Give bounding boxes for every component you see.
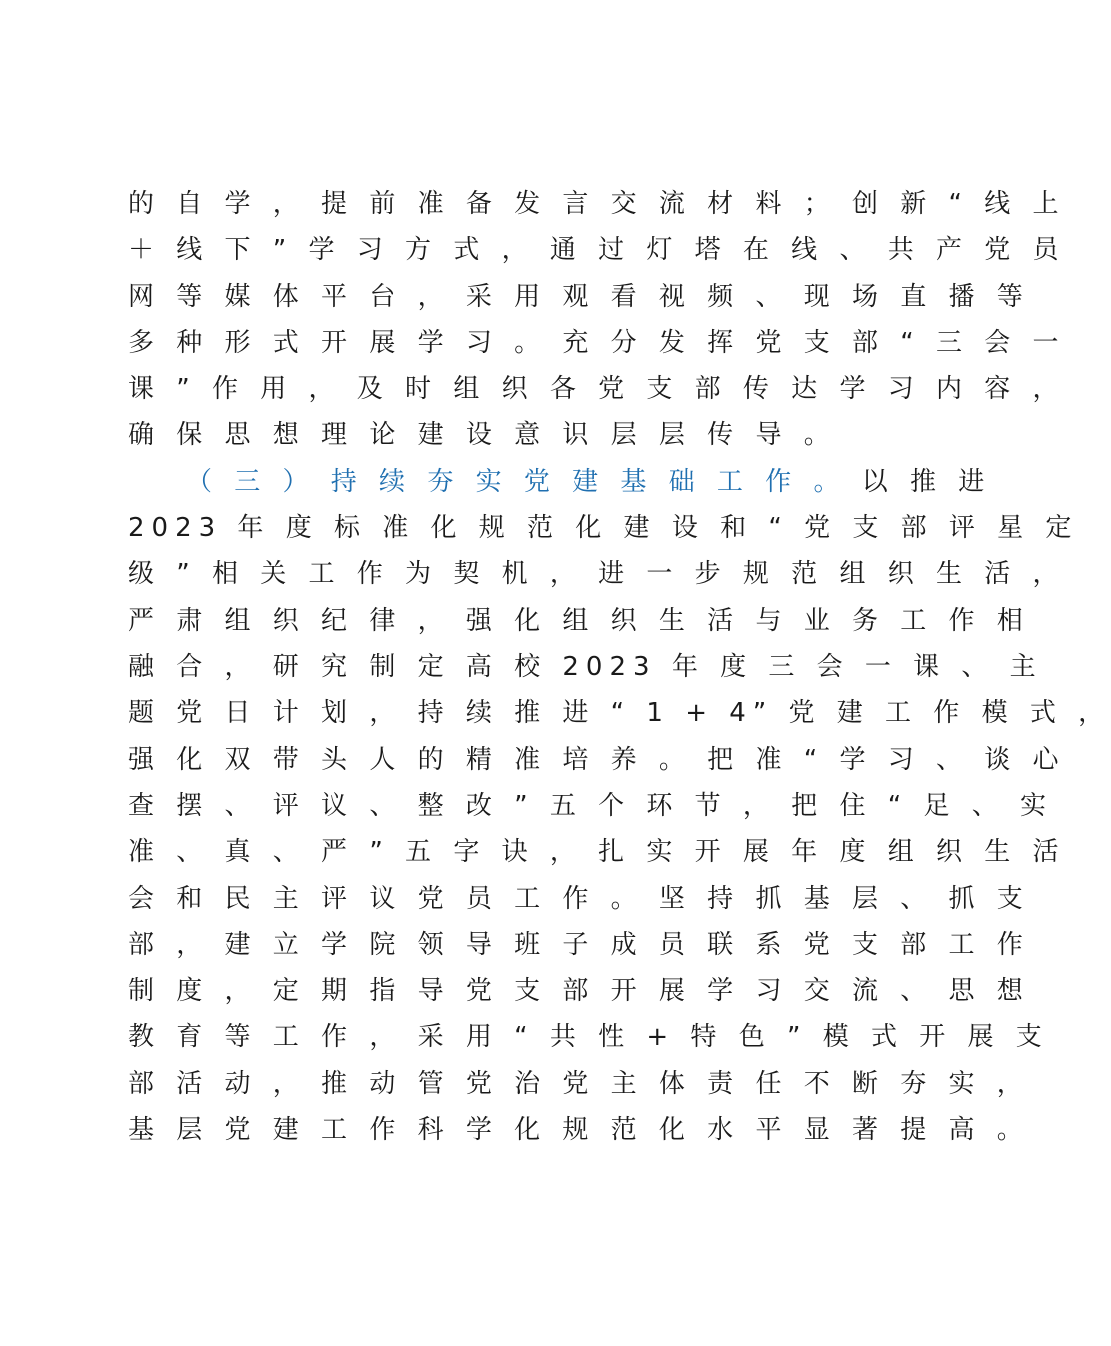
paragraph-line: 严 肃 组 织 纪 律 ， 强 化 组 织 生 活 与 业 务 工 作 相 <box>128 606 1030 636</box>
paragraph-line: 2023 年 度 标 准 化 规 范 化 建 设 和 “ 党 支 部 评 星 定 <box>128 513 1079 543</box>
paragraph-line: 查 摆 、 评 议 、 整 改 ” 五 个 环 节 ， 把 住 “ 足 、 实 <box>128 791 1053 821</box>
paragraph-line: 多 种 形 式 开 展 学 习 。 充 分 发 挥 党 支 部 “ 三 会 一 <box>128 328 1066 358</box>
paragraph-line: 的 自 学 ， 提 前 准 备 发 言 交 流 材 料 ； 创 新 “ 线 上 <box>128 189 1066 219</box>
section-heading: （ 三 ） 持 续 夯 实 党 建 基 础 工 作 。 <box>186 467 847 497</box>
paragraph-line: 融 合 ， 研 究 制 定 高 校 2023 年 度 三 会 一 课 、 主 <box>128 652 1043 682</box>
paragraph-line: 课 ” 作 用 ， 及 时 组 织 各 党 支 部 传 达 学 习 内 容 ， <box>128 374 1066 404</box>
paragraph-line: 部 ， 建 立 学 院 领 导 班 子 成 员 联 系 党 支 部 工 作 <box>128 930 1030 960</box>
paragraph-line: 教 育 等 工 作 ， 采 用 “ 共 性 + 特 色 ” 模 式 开 展 支 <box>128 1022 1049 1052</box>
section-heading-line <box>186 459 992 505</box>
paragraph-line: ＋ 线 下 ” 学 习 方 式 ， 通 过 灯 塔 在 线 、 共 产 党 员 <box>128 235 1066 265</box>
paragraph-line: 网 等 媒 体 平 台 ， 采 用 观 看 视 频 、 现 场 直 播 等 <box>128 282 1030 312</box>
paragraph-line: 基 层 党 建 工 作 科 学 化 规 范 化 水 平 显 著 提 高 。 <box>128 1115 1030 1145</box>
paragraph-line: 题 党 日 计 划 ， 持 续 推 进 “ 1 + 4” 党 建 工 作 模 式 ， <box>128 698 1111 728</box>
paragraph-line: 部 活 动 ， 推 动 管 党 治 党 主 体 责 任 不 断 夯 实 ， <box>128 1069 1030 1099</box>
paragraph-line: 准 、 真 、 严 ” 五 字 诀 ， 扎 实 开 展 年 度 组 织 生 活 <box>128 837 1066 867</box>
heading-tail-text: 以 推 进 <box>846 467 992 497</box>
paragraph-line: 会 和 民 主 评 议 党 员 工 作 。 坚 持 抓 基 层 、 抓 支 <box>128 884 1030 914</box>
paragraph-line: 制 度 ， 定 期 指 导 党 支 部 开 展 学 习 交 流 、 思 想 <box>128 976 1030 1006</box>
paragraph-line: 强 化 双 带 头 人 的 精 准 培 养 。 把 准 “ 学 习 、 谈 心 <box>128 745 1066 775</box>
paragraph-line: 级 ” 相 关 工 作 为 契 机 ， 进 一 步 规 范 组 织 生 活 ， <box>128 559 1066 589</box>
paragraph-line: 确 保 思 想 理 论 建 设 意 识 层 层 传 导 。 <box>128 420 837 450</box>
